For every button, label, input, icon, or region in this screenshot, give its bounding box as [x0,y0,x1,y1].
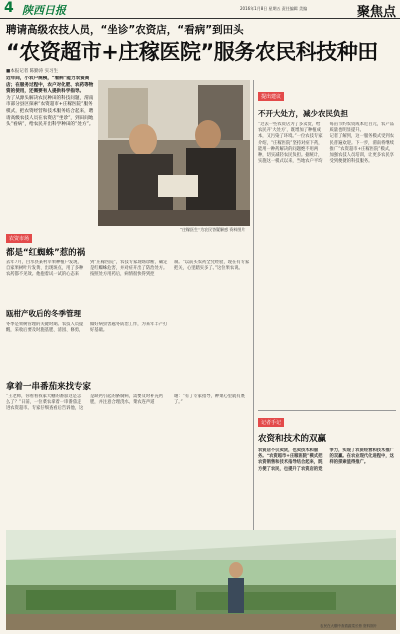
kicker: 聘请高级农技人员，“坐诊”农资店，“看病”到田头 [6,24,244,36]
section-title-tomato: 拿着一串番茄来找专家 [6,382,92,392]
section-body-tomato: “王老师，你看看我家大棚的番茄这是怎么了？”日前，一位菜农拿着一串番茄走进农资超市。专家仔细查看后告诉他，这是缺钙引起的脐腐病，需要及时补充钙肥，并注意合理浇水。菜农连声道谢：“有了专家指导，种菜心里就有底了。” [6,394,245,412]
newspaper-name: 陕西日报 [22,4,66,17]
page-number: 4 [4,0,14,16]
section-tag-suggest: 提出建议 [258,92,284,101]
page-header [0,0,400,19]
bottom-photo [6,530,396,630]
page-title: “农资超市+庄稼医院”服务农民科技种田 [6,40,378,64]
section-body-red-spider: 去年7月，白水县某村苹果种植户发现，自家果树叶片发黄、出现斑点，用了多种农药都不见效。他抱着试一试的心态来到“庄稼医院”，农技专家现场诊断，确定是红蜘蛛危害，并对症开出了防治处方。按照处方用药后，病情很快得到控制。“以前买农药全凭经验，现在有专家把关，心里踏实多了。”这位果农说。 [6,260,250,278]
section-title-burden: 不开大处方，减少农民负担 [258,109,348,118]
section-name: 聚焦点 [356,5,396,20]
top-photo [98,80,250,226]
section-body-win-win: 农资店不仅卖货，也卖技术和服务。“农资超市+庄稼医院”模式把农资销售和技术指导结合起来，既方便了农民，也提升了农资店的竞争力，实现了农资经营和技术推广的双赢。在农业现代化进程中，这样的探索值得推广。 [258,448,394,472]
section-tag-market: 农资市场 [6,234,32,243]
section-title-winter: 瓯柑产收后的冬季管理 [6,309,81,318]
section-tag-notes: 记者手记 [258,418,284,427]
lead-paragraph: 近年间，小农户规模，“看病”能力农资商店；在服务过程中，农户对化肥、农药等物资的使用，还需要有人提供科学指导。 为了从源头解决农民种田的科技问题，渭南市部分县区探索“农资超市+庄稼医院”服务模式，把农资经营和技术服务结合起来，聘请高级农技人员在农资店“坐诊”，到田间地头“看病”，给农民开出科学种田的“处方”。 [6,76,94,128]
section-body-winter: 冬季是果树管理的关键时期。农技人员提醒，采收后要及时施基肥、清园、修剪，做好病虫害越冬防治工作，为来年丰产打好基础。 [6,322,168,334]
section-title-win-win: 农资和技术的双赢 [258,434,327,444]
bottom-photo-caption: 农民在大棚中查看蔬菜长势 资料图片 [320,624,378,628]
section-body-burden: “过去一些农资店为了多卖货，给农民开‘大处方’，既增加了种植成本，又污染了环境。”一位农技专家介绍，“庄稼医院”坚持对症下药，能用一种药解决的问题绝不用两种，切实减轻农民负担。据统计，实施这一模式以来，当地农户平均每亩节约农资成本近百元，农产品质量也明显提升。 记者了解到，这一服务模式受到农民普遍欢迎。下一步，渭南将继续推广“农资超市+庄稼医院”模式，加强农技人员培训，让更多农民享受到便捷的科技服务。 [258,122,394,165]
section-title-red-spider: 都是“红蜘蛛”惹的祸 [6,248,86,258]
top-photo-caption: “庄稼医生”为农民答疑解惑 资料图片 [180,227,246,232]
issue-info: 2016年1月8日 星期五 责任编辑 美编 [240,6,308,11]
section-divider [258,410,396,411]
byline: ■本报记者 陈勤涛 实习生 [6,69,59,74]
